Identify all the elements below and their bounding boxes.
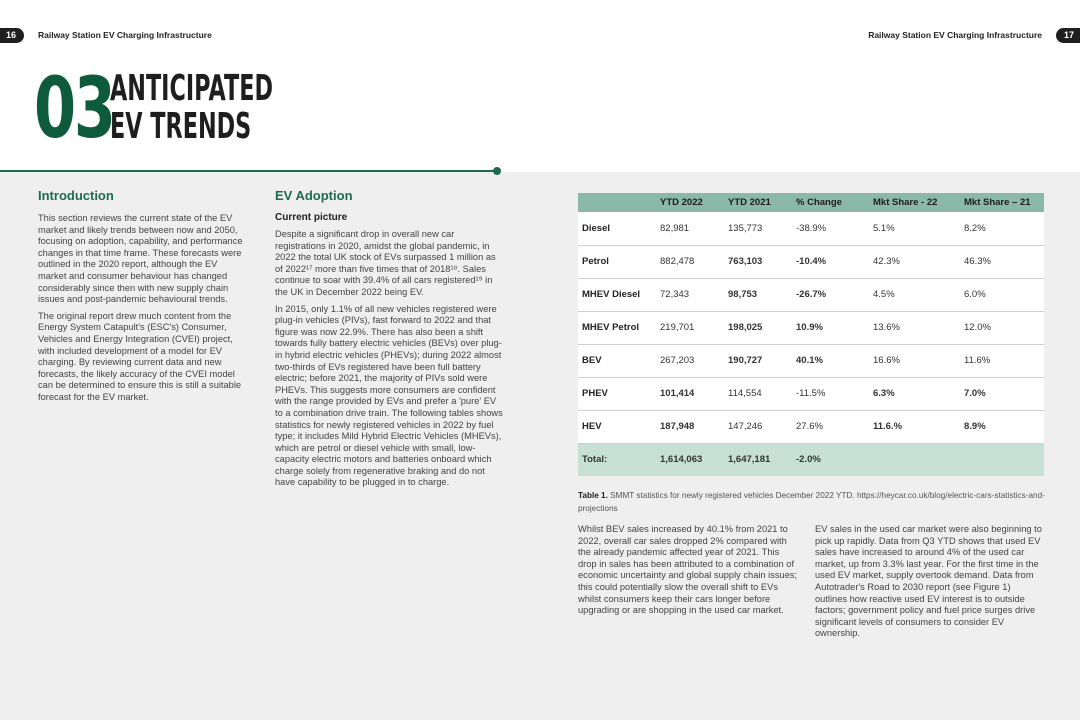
table-row bbox=[578, 344, 1044, 377]
table-cell: 46.3% bbox=[960, 245, 1044, 278]
section-title-line-1: ANTICIPATED bbox=[110, 68, 274, 109]
table-total-cell: 1,647,181 bbox=[724, 443, 792, 476]
ev-adoption-paragraph: In 2015, only 1.1% of all new vehicles registered were plug-in vehicles (PIVs), fast forward to 2022 and that figure was now 22.9%. There has also been a shift towards fully battery electric vehicles (BEVs) over plug-in hybrid electric vehicles (PHEVs); during 2022 almost two-thirds of EVs registered have been full battery electric; before 2021, the majority of PIVs sold were PHEVs. This suggests more consumers are confident with the range provided by EVs and prefer a 'pure' EV to a combination drive train. The following tables shows statistics for newly registered vehicles in 2022 by fuel type; it includes Mild Hybrid Electric Vehicles (MHEVs), which are petrol or diesel vehicle with small, low-capacity electric motors and batteries onboard which charge solely from regenerative braking and do not have capability to be plugged in to charge. bbox=[275, 303, 503, 488]
left-page-number: 16 bbox=[0, 28, 24, 43]
table-cell: 40.1% bbox=[792, 344, 869, 377]
table-header-cell: % Change bbox=[792, 193, 869, 212]
table-cell: 8.2% bbox=[960, 212, 1044, 245]
table-row-label: MHEV Diesel bbox=[578, 278, 656, 311]
section-divider-dot bbox=[493, 167, 501, 175]
table-total-cell: -2.0% bbox=[792, 443, 869, 476]
table-cell: 147,246 bbox=[724, 410, 792, 443]
right-page-number: 17 bbox=[1056, 28, 1080, 43]
table-header-cell: Mkt Share – 21 bbox=[960, 193, 1044, 212]
table-cell: 98,753 bbox=[724, 278, 792, 311]
table-header-row bbox=[578, 193, 1044, 212]
table-cell: 27.6% bbox=[792, 410, 869, 443]
table-cell: 187,948 bbox=[656, 410, 724, 443]
table-cell: 763,103 bbox=[724, 245, 792, 278]
table-cell: 42.3% bbox=[869, 245, 960, 278]
table-total-cell bbox=[960, 443, 1044, 476]
current-picture-subheading: Current picture bbox=[275, 212, 348, 223]
table-cell: 11.6% bbox=[960, 344, 1044, 377]
table-cell: -26.7% bbox=[792, 278, 869, 311]
table-cell: 190,727 bbox=[724, 344, 792, 377]
table-cell: -38.9% bbox=[792, 212, 869, 245]
section-number: 03 bbox=[34, 59, 114, 157]
table-cell: 114,554 bbox=[724, 377, 792, 410]
table-row bbox=[578, 212, 1044, 245]
section-divider bbox=[0, 170, 496, 172]
table-caption-text: SMMT statistics for newly registered vehicles December 2022 YTD. https://heycar.co.uk/blog/electric-cars-statistics-and-projections bbox=[578, 491, 1045, 513]
table-caption-label: Table 1. bbox=[578, 491, 608, 500]
right-running-title: Railway Station EV Charging Infrastructure bbox=[868, 30, 1042, 40]
table-cell: 13.6% bbox=[869, 311, 960, 344]
table-cell: 7.0% bbox=[960, 377, 1044, 410]
table-cell: 6.0% bbox=[960, 278, 1044, 311]
table-row bbox=[578, 377, 1044, 410]
introduction-paragraph: The original report drew much content from the Energy System Catapult's (ESC's) Consumer, Vehicles and Energy Integration (CVEI) project, with included development of a model for EV charging. By reviewing current data and new forecasts, the likely accuracy of the CVEI model can be determined to ensure this is still a suitable forecast for the EV market. bbox=[38, 310, 242, 402]
introduction-body bbox=[38, 213, 246, 409]
table-cell: 10.9% bbox=[792, 311, 869, 344]
table-cell: 5.1% bbox=[869, 212, 960, 245]
table-cell: 8.9% bbox=[960, 410, 1044, 443]
table-cell: -10.4% bbox=[792, 245, 869, 278]
table-header-cell bbox=[578, 193, 656, 212]
table-cell: 882,478 bbox=[656, 245, 724, 278]
table-cell: 198,025 bbox=[724, 311, 792, 344]
table-header-cell: Mkt Share - 22 bbox=[869, 193, 960, 212]
table-cell: -11.5% bbox=[792, 377, 869, 410]
table-total-row bbox=[578, 443, 1044, 476]
table-row-label: BEV bbox=[578, 344, 656, 377]
table-cell: 219,701 bbox=[656, 311, 724, 344]
table-cell: 135,773 bbox=[724, 212, 792, 245]
ev-adoption-heading: EV Adoption bbox=[275, 188, 353, 203]
introduction-paragraph: This section reviews the current state of the EV market and likely trends between now and 2050, focusing on adoption, capability, and performance changes in that time frame. These forecasts were outlined in the 2020 report, although the EV market and consumer behaviour has changed considerably since then with new supply chain issues and post-pandemic behavioural trends. bbox=[38, 213, 243, 305]
table-row bbox=[578, 278, 1044, 311]
introduction-heading: Introduction bbox=[38, 188, 114, 203]
table-cell: 6.3% bbox=[869, 377, 960, 410]
table-row bbox=[578, 410, 1044, 443]
left-running-title: Railway Station EV Charging Infrastructure bbox=[38, 30, 212, 40]
table-row-label: HEV bbox=[578, 410, 656, 443]
table-total-cell bbox=[869, 443, 960, 476]
table-header-cell: YTD 2021 bbox=[724, 193, 792, 212]
table-cell: 12.0% bbox=[960, 311, 1044, 344]
table-row-label: Diesel bbox=[578, 212, 656, 245]
table-cell: 82,981 bbox=[656, 212, 724, 245]
table-header-cell: YTD 2022 bbox=[656, 193, 724, 212]
table-cell: 72,343 bbox=[656, 278, 724, 311]
table-cell: 16.6% bbox=[869, 344, 960, 377]
analysis-right-paragraph: EV sales in the used car market were also beginning to pick up rapidly. Data from Q3 YTD shows that used EV sales have increased to around 4% of the used car market, up from 3.3% last year. For the first time in the used EV market, supply overtook demand. Data from Autotrader's Road to 2030 report (see Figure 1) outlines how reactive used EV interest is to outside factors; government policy and fuel price surges drive significant levels of consumers to consider EV ownership. bbox=[815, 524, 1042, 639]
section-title-line-2: EV TRENDS bbox=[110, 106, 252, 147]
section-title bbox=[110, 70, 273, 146]
table-row-label: MHEV Petrol bbox=[578, 311, 656, 344]
ev-adoption-body bbox=[275, 229, 503, 494]
vehicle-registration-table bbox=[578, 193, 1044, 476]
table-total-cell: 1,614,063 bbox=[656, 443, 724, 476]
table-total-label: Total: bbox=[578, 443, 656, 476]
table-cell: 101,414 bbox=[656, 377, 724, 410]
ev-adoption-paragraph: Despite a significant drop in overall new car registrations in 2020, amidst the global pandemic, in 2022 the total UK stock of EVs surpassed 1 million as of 2022¹⁷ more than five times that of 2018¹⁸. Sales continue to soar with 39.4% of all cars registered¹⁹ in the UK in December 2022 being EV. bbox=[275, 229, 496, 297]
analysis-left-paragraph: Whilst BEV sales increased by 40.1% from 2021 to 2022, overall car sales dropped 2% compared with the already pandemic affected year of 2021. This drop in sales has been attributed to a combination of economic uncertainty and global supply chain issues; this could potentially slow the overall shift to EVs whilst consumers keep their cars longer before upgrading or are shopping in the used car market. bbox=[578, 524, 798, 616]
table-row bbox=[578, 245, 1044, 278]
table-row-label: Petrol bbox=[578, 245, 656, 278]
table-cell: 4.5% bbox=[869, 278, 960, 311]
table-cell: 267,203 bbox=[656, 344, 724, 377]
table-caption bbox=[578, 489, 1048, 515]
table-row-label: PHEV bbox=[578, 377, 656, 410]
table-cell: 11.6.% bbox=[869, 410, 960, 443]
table-row bbox=[578, 311, 1044, 344]
